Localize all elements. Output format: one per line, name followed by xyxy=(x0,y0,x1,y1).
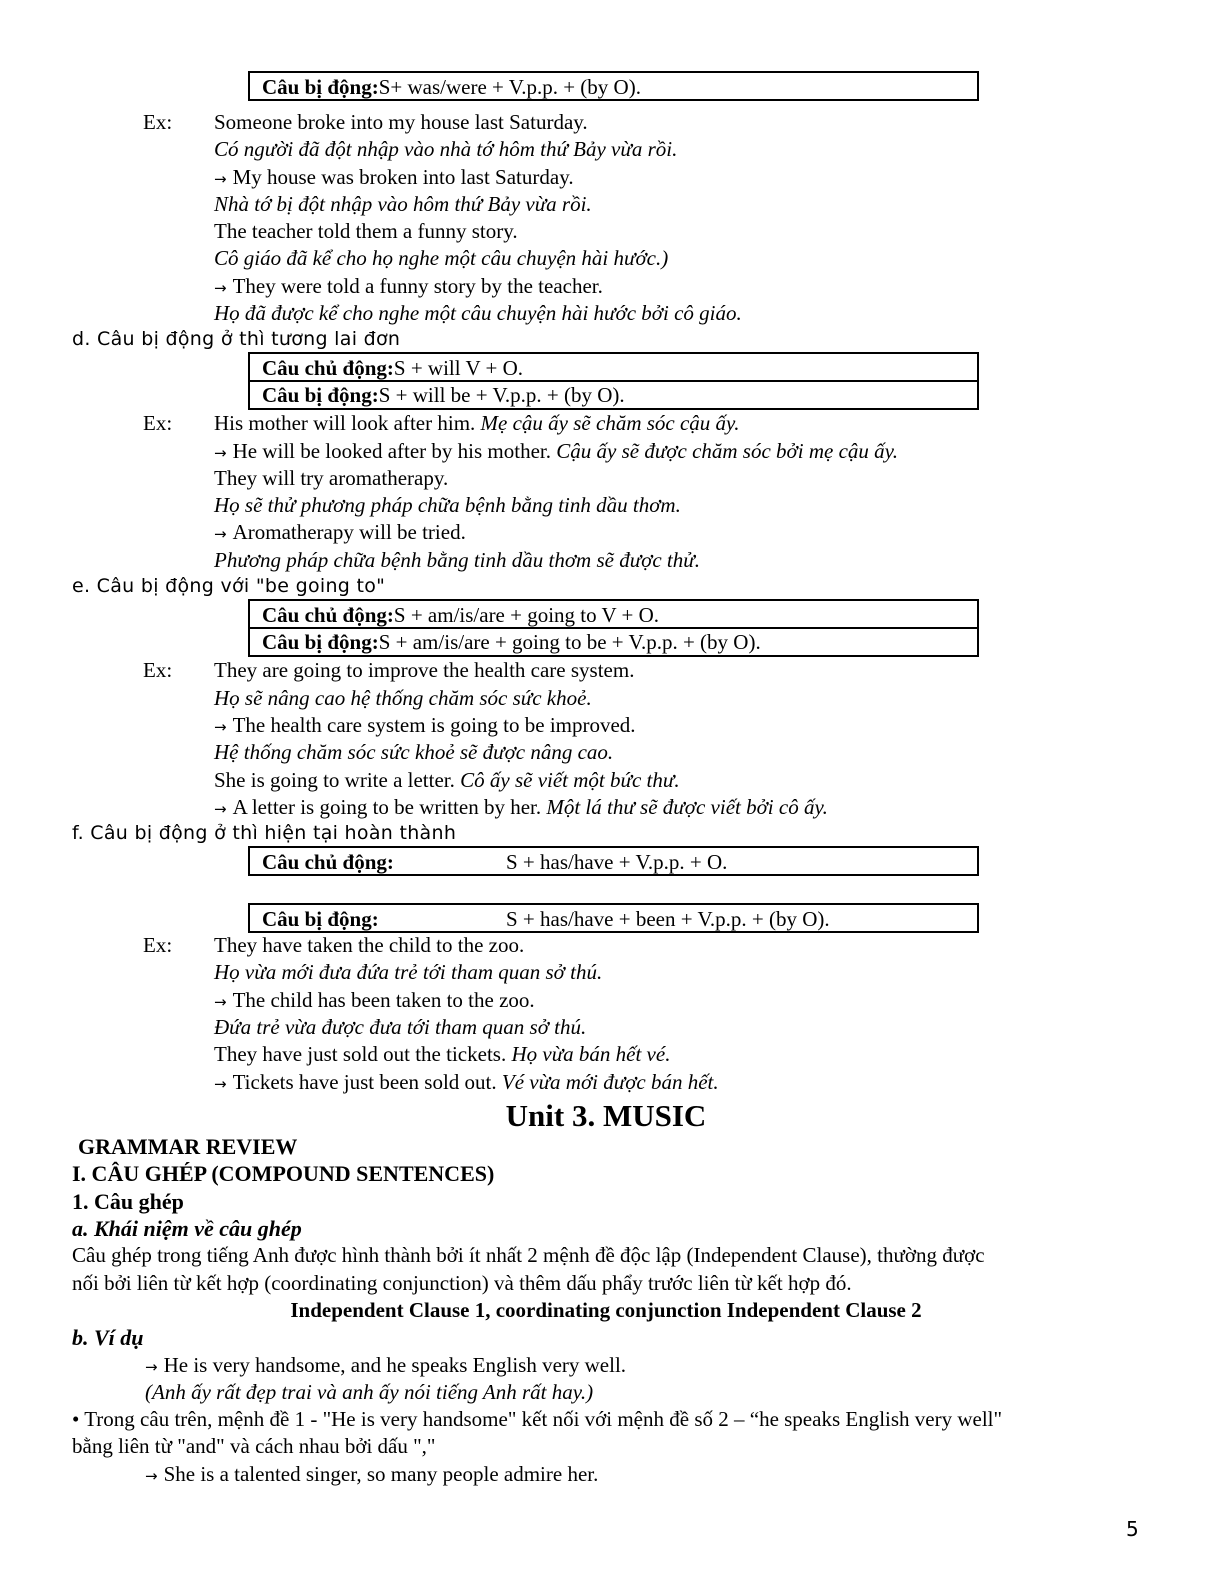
example-line: → They were told a funny story by the teacher. xyxy=(214,274,603,298)
box-formula: S+ was/were + V.p.p. + (by O). xyxy=(378,75,641,99)
formula-box-active: Câu chủ động: S + has/have + V.p.p. + O. xyxy=(248,846,979,876)
formula-box-passive: Câu bị động: S + has/have + been + V.p.p. + (by O). xyxy=(248,903,979,933)
formula-box-passive: Câu bị động:S + am/is/are + going to be + V.p.p. + (by O). xyxy=(248,629,979,657)
example-line: → Aromatherapy will be tried. xyxy=(214,520,466,544)
example-line: They have taken the child to the zoo. xyxy=(214,933,525,957)
example-line: → My house was broken into last Saturday. xyxy=(214,165,574,189)
example-line: They will try aromatherapy. xyxy=(214,466,449,490)
example-line: → She is a talented singer, so many people admire her. xyxy=(145,1462,599,1486)
arrow-icon: → xyxy=(214,170,227,188)
subsection-heading: 1. Câu ghép xyxy=(72,1189,184,1214)
formula-box-active: Câu chủ động:S + will V + O. xyxy=(248,352,979,382)
paragraph-line: nối bởi liên từ kết hợp (coordinating conjunction) và thêm dấu phẩy trước liên từ kết hợp đó. xyxy=(72,1271,852,1295)
formula-box-passive-past xyxy=(248,71,979,101)
arrow-icon: → xyxy=(145,1358,158,1376)
example-translation: Phương pháp chữa bệnh bằng tinh dầu thơm sẽ được thử. xyxy=(214,548,700,572)
example-line: They have just sold out the tickets. Họ vừa bán hết vé. xyxy=(214,1042,671,1066)
ex-label: Ex: xyxy=(143,658,173,682)
example-line: His mother will look after him. Mẹ cậu ấy sẽ chăm sóc cậu ấy. xyxy=(214,411,740,435)
example-translation: Cô giáo đã kể cho họ nghe một câu chuyện hài hước.) xyxy=(214,246,669,270)
example-line: → He is very handsome, and he speaks English very well. xyxy=(145,1353,627,1377)
grammar-review-heading: GRAMMAR REVIEW xyxy=(78,1134,298,1159)
ex-label: Ex: xyxy=(143,110,173,134)
example-line: → The health care system is going to be improved. xyxy=(214,713,636,737)
example-line: She is going to write a letter. Cô ấy sẽ viết một bức thư. xyxy=(214,768,680,792)
section-heading: I. CÂU GHÉP (COMPOUND SENTENCES) xyxy=(72,1161,495,1186)
subsection-b-heading: b. Ví dụ xyxy=(72,1325,144,1350)
arrow-icon: → xyxy=(214,525,227,543)
arrow-icon: → xyxy=(214,718,227,736)
page-number: 5 xyxy=(1126,1517,1140,1541)
example-line: They are going to improve the health care system. xyxy=(214,658,635,682)
section-heading-f: f. Câu bị động ở thì hiện tại hoàn thành xyxy=(72,822,457,844)
example-translation: Họ vừa mới đưa đứa trẻ tới tham quan sở thú. xyxy=(214,960,603,984)
example-translation: Họ đã được kể cho nghe một câu chuyện hài hước bởi cô giáo. xyxy=(214,301,742,325)
example-translation: Nhà tớ bị đột nhập vào hôm thứ Bảy vừa rồi. xyxy=(214,192,592,216)
arrow-icon: → xyxy=(145,1467,158,1485)
example-translation: Họ sẽ thử phương pháp chữa bệnh bằng tinh dầu thơm. xyxy=(214,493,681,517)
formula-box-active: Câu chủ động:S + am/is/are + going to V + O. xyxy=(248,599,979,629)
box-label: Câu bị động: xyxy=(262,75,379,99)
example-translation: Đứa trẻ vừa được đưa tới tham quan sở thú. xyxy=(214,1015,587,1039)
example-line: → He will be looked after by his mother. Cậu ấy sẽ được chăm sóc bởi mẹ cậu ấy. xyxy=(214,439,899,463)
example-line: Someone broke into my house last Saturday. xyxy=(214,110,588,134)
arrow-icon: → xyxy=(214,444,227,462)
example-line: → Tickets have just been sold out. Vé vừa mới được bán hết. xyxy=(214,1070,719,1094)
section-heading-e: e. Câu bị động với "be going to" xyxy=(72,575,386,597)
arrow-icon: → xyxy=(214,993,227,1011)
formula-box-passive: Câu bị động:S + will be + V.p.p. + (by O). xyxy=(248,382,979,410)
example-translation: Có người đã đột nhập vào nhà tớ hôm thứ Bảy vừa rồi. xyxy=(214,137,678,161)
example-line: → The child has been taken to the zoo. xyxy=(214,988,535,1012)
unit-title: Unit 3. MUSIC xyxy=(505,1098,707,1133)
paragraph-line: Câu ghép trong tiếng Anh được hình thành bởi ít nhất 2 mệnh đề độc lập (Independent Clause), thường được xyxy=(72,1243,985,1267)
note-line: bằng liên từ "and" và cách nhau bởi dấu "," xyxy=(72,1434,436,1458)
arrow-icon: → xyxy=(214,1075,227,1093)
example-line: → A letter is going to be written by her. Một lá thư sẽ được viết bởi cô ấy. xyxy=(214,795,828,819)
ex-label: Ex: xyxy=(143,933,173,957)
example-translation: Hệ thống chăm sóc sức khoẻ sẽ được nâng cao. xyxy=(214,740,614,764)
section-heading-d: d. Câu bị động ở thì tương lai đơn xyxy=(72,328,401,350)
example-translation: (Anh ấy rất đẹp trai và anh ấy nói tiếng Anh rất hay.) xyxy=(145,1380,594,1404)
example-translation: Họ sẽ nâng cao hệ thống chăm sóc sức khoẻ. xyxy=(214,686,592,710)
ex-label: Ex: xyxy=(143,411,173,435)
compound-formula: Independent Clause 1, coordinating conjunction Independent Clause 2 xyxy=(290,1298,922,1322)
arrow-icon: → xyxy=(214,279,227,297)
example-line: The teacher told them a funny story. xyxy=(214,219,518,243)
note-line: • Trong câu trên, mệnh đề 1 - "He is very handsome" kết nối với mệnh đề số 2 – “he speaks English very well" xyxy=(72,1407,1003,1431)
subsection-a-heading: a. Khái niệm về câu ghép xyxy=(72,1216,302,1241)
arrow-icon: → xyxy=(214,800,227,818)
